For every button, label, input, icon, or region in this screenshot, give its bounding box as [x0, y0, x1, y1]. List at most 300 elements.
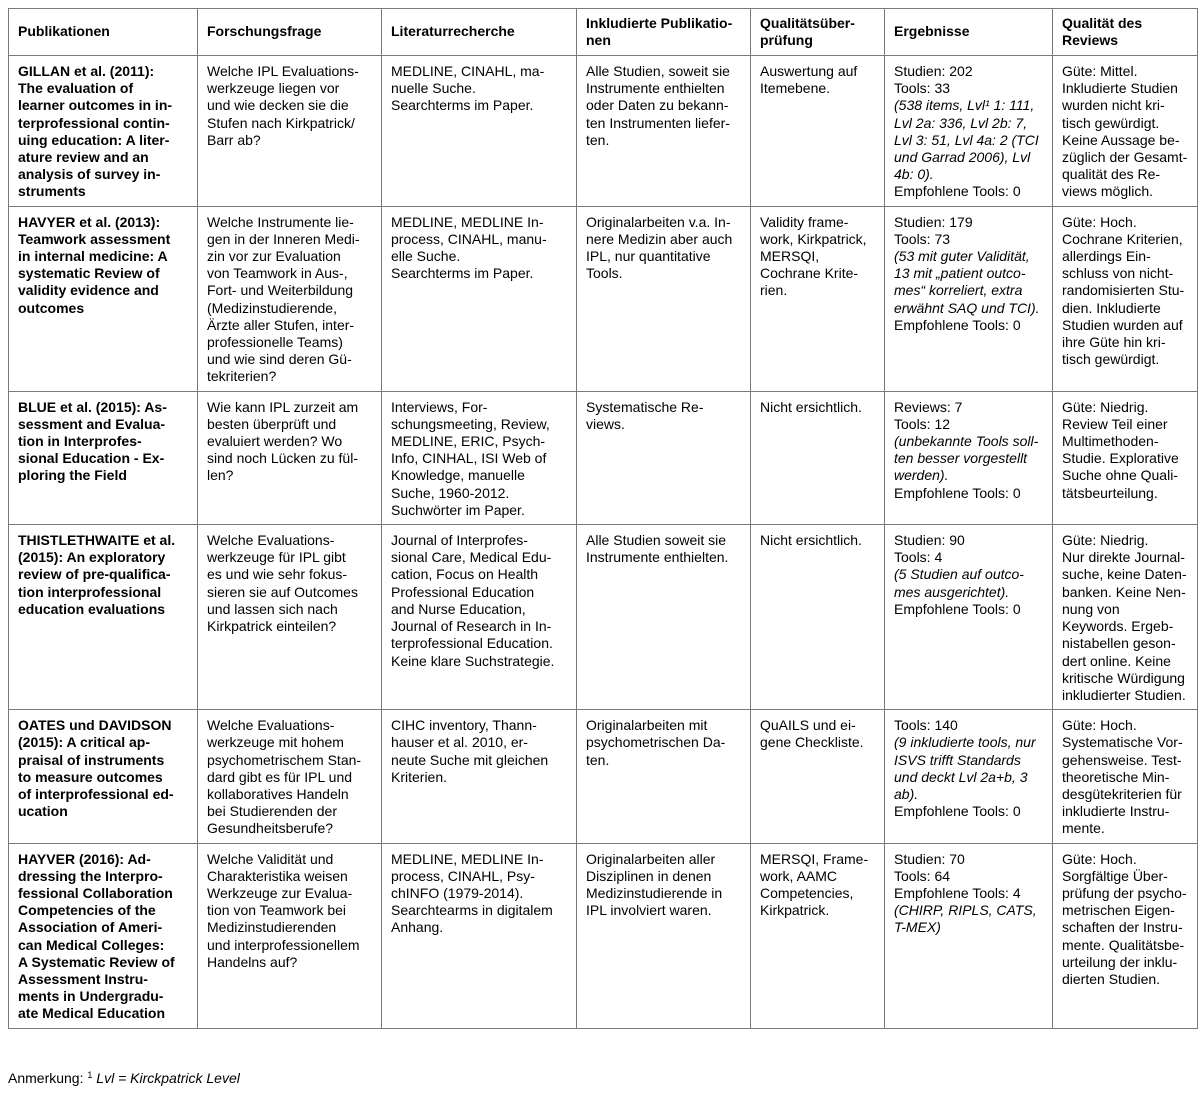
cell-inkludierte-publikationen [577, 206, 751, 391]
cell-literaturrecherche [382, 843, 577, 1028]
cell-text-line: inkludierter Studien. [1062, 686, 1186, 703]
cell-literaturrecherche [382, 391, 577, 524]
cell-qualitaetsueberpruefung [751, 56, 885, 207]
cell-text-line: learner outcomes in in- [18, 97, 173, 114]
cell-text-line: Interviews, For- [391, 398, 488, 415]
cell-text-line: nung von [1062, 600, 1120, 617]
cell-text-line: und wie decken sie die [207, 97, 349, 114]
cell-text-line: mes ausgerichtet). [894, 583, 1010, 600]
cell-text-line: mente. [1062, 820, 1105, 837]
cell-inkludierte-publikationen [577, 56, 751, 207]
cell-text-line: werden). [894, 467, 949, 484]
cell-ergebnisse [885, 710, 1053, 843]
cell-text-line: validity evidence and [18, 282, 159, 299]
cell-text-line: Barr ab? [207, 131, 261, 148]
cell-text-line: mente. Qualitätsbe- [1062, 936, 1185, 953]
cell-text-line: tisch gewürdigt. [1062, 114, 1160, 131]
footnote-marker: 1 [87, 1070, 93, 1080]
cell-qualitaet-des-reviews [1053, 843, 1198, 1028]
cell-text-line: (unbekannte Tools soll- [894, 433, 1039, 450]
header-ergebnisse [885, 9, 1053, 56]
cell-text-line: dressing the Interpro- [18, 867, 163, 884]
cell-text-line: QuAILS und ei- [760, 717, 856, 734]
cell-text-line: ab). [894, 785, 919, 802]
cell-text-line: Tools: 64 [894, 867, 951, 884]
cell-text-line: ucation [18, 803, 68, 820]
header-text-line: Qualität des [1062, 14, 1143, 31]
cell-ergebnisse [885, 843, 1053, 1028]
cell-text-line: elle Suche. [391, 248, 461, 265]
cell-text-line: und wie sind deren Gü- [207, 351, 352, 368]
header-text-line: Publikationen [18, 23, 110, 40]
cell-text-line: Multimethoden- [1062, 433, 1159, 450]
cell-text-line: Güte: Mittel. [1062, 63, 1138, 79]
table-row [9, 710, 1198, 843]
cell-text-line: (Medizinstudierende, [207, 299, 337, 316]
header-literaturrecherche [382, 9, 577, 56]
cell-text-line: Suchwörter im Paper. [391, 501, 525, 518]
table-row [9, 206, 1198, 391]
cell-text-line: Info, CINHAL, ISI Web of [391, 450, 547, 467]
header-text-line: Inkludierte Publikatio- [586, 14, 733, 31]
cell-text-line: und Garrad 2006), Lvl [894, 149, 1031, 166]
cell-text-line: Instrumente enthielten. [586, 549, 729, 566]
cell-qualitaet-des-reviews [1053, 206, 1198, 391]
cell-text-line: Systematische Vor- [1062, 734, 1183, 751]
cell-text-line: Anhang. [391, 919, 444, 936]
cell-text-line: es und wie sehr fokus- [207, 566, 348, 583]
cell-text-line: gehensweise. Test- [1062, 751, 1182, 768]
cell-forschungsfrage [198, 525, 382, 710]
cell-qualitaetsueberpruefung [751, 710, 885, 843]
cell-text-line: Sorgfältige Über- [1062, 867, 1168, 884]
cell-text-line: und interprofessionellem [207, 936, 360, 953]
cell-forschungsfrage [198, 710, 382, 843]
header-publikationen [9, 9, 198, 56]
footnote-label: Anmerkung: [8, 1070, 84, 1086]
cell-text-line: in internal medicine: A [18, 248, 168, 265]
footnote [8, 1070, 240, 1087]
header-text-line: nen [586, 32, 611, 48]
cell-publikation [9, 206, 198, 391]
cell-text-line: 13 mit „patient outco- [894, 265, 1026, 282]
cell-text-line: Suche, 1960-2012. [391, 484, 510, 501]
cell-text-line: ten besser vorgestellt [894, 450, 1028, 467]
cell-text-line: Searchterms im Paper. [391, 97, 534, 114]
cell-text-line: Stufen nach Kirkpatrick/ [207, 114, 355, 131]
cell-qualitaetsueberpruefung [751, 391, 885, 524]
cell-text-line: Keine Aussage be- [1062, 131, 1180, 148]
cell-text-line: (CHIRP, RIPLS, CATS, [894, 902, 1037, 919]
cell-text-line: kritische Würdigung [1062, 669, 1185, 686]
cell-text-line: Competencies, [760, 884, 854, 901]
cell-text-line: Güte: Hoch. [1062, 717, 1137, 734]
cell-text-line: inkludierte Instru- [1062, 803, 1170, 820]
header-text-line: Reviews [1062, 32, 1119, 48]
header-inkludierte-publikationen [577, 9, 751, 56]
table-row [9, 843, 1198, 1028]
cell-literaturrecherche [382, 710, 577, 843]
table-row [9, 56, 1198, 207]
cell-qualitaet-des-reviews [1053, 525, 1198, 710]
cell-text-line: 4b: 0). [894, 166, 934, 183]
header-text-line: Ergebnisse [894, 23, 970, 40]
cell-text-line: tisch gewürdigt. [1062, 351, 1160, 368]
cell-text-line: dard gibt es für IPL und [207, 768, 353, 785]
cell-text-line: Nicht ersichtlich. [760, 532, 862, 549]
cell-text-line: Nicht ersichtlich. [760, 398, 862, 415]
cell-publikation [9, 525, 198, 710]
cell-text-line: professionelle Teams) [207, 334, 343, 351]
cell-text-line: Handelns auf? [207, 953, 298, 970]
cell-text-line: Kriterien. [391, 768, 448, 785]
cell-text-line: Searchterms im Paper. [391, 265, 534, 282]
cell-text-line: qualität des Re- [1062, 166, 1161, 183]
cell-text-line: Reviews: 7 [894, 398, 963, 415]
cell-text-line: Tools. [586, 265, 623, 282]
cell-text-line: züglich der Gesamt- [1062, 149, 1188, 166]
cell-text-line: Tools: 4 [894, 549, 943, 566]
cell-qualitaet-des-reviews [1053, 56, 1198, 207]
cell-text-line: Empfohlene Tools: 0 [894, 803, 1021, 820]
cell-text-line: ihre Güte hin kri- [1062, 334, 1166, 351]
cell-text-line: Tools: 33 [894, 80, 951, 97]
cell-text-line: erwähnt SAQ und TCI). [894, 299, 1040, 316]
cell-text-line: Gesundheitsberufe? [207, 820, 334, 837]
cell-text-line: Tools: 73 [894, 230, 951, 247]
cell-text-line: tion interprofessional [18, 583, 162, 600]
cell-text-line: evaluiert werden? Wo [207, 433, 343, 450]
cell-text-line: fessional Collaboration [18, 884, 173, 901]
cell-text-line: nistabellen geson- [1062, 635, 1176, 652]
cell-text-line: Cochrane Krite- [760, 265, 859, 282]
cell-text-line: Nur direkte Journal- [1062, 549, 1185, 566]
cell-text-line: sieren sie auf Outcomes [207, 583, 358, 600]
cell-text-line: psychometrischen Da- [586, 734, 726, 751]
cell-text-line: hauser et al. 2010, er- [391, 734, 528, 751]
cell-text-line: Disziplinen in denen [586, 867, 712, 884]
cell-text-line: Empfohlene Tools: 0 [894, 316, 1021, 333]
cell-text-line: dert online. Keine [1062, 652, 1171, 669]
cell-text-line: Auswertung auf [760, 63, 858, 79]
cell-text-line: nere Medizin aber auch [586, 230, 733, 247]
cell-text-line: allerdings Ein- [1062, 248, 1151, 265]
cell-text-line: Lvl 2a: 336, Lvl 2b: 7, [894, 114, 1028, 131]
cell-text-line: Studien: 179 [894, 213, 973, 230]
cell-text-line: von Teamwork in Aus-, [207, 265, 348, 282]
cell-text-line: process, CINAHL, manu- [391, 230, 547, 247]
cell-text-line: THISTLETHWAITE et al. [18, 532, 176, 549]
cell-text-line: Alle Studien, soweit sie [586, 63, 730, 79]
cell-text-line: Güte: Hoch. [1062, 850, 1137, 867]
cell-text-line: Medizinstudierende in [586, 884, 723, 901]
cell-text-line: MEDLINE, MEDLINE In- [391, 213, 544, 230]
cell-text-line: Tools: 12 [894, 415, 951, 432]
cell-publikation [9, 843, 198, 1028]
cell-text-line: Kirkpatrick einteilen? [207, 618, 337, 635]
cell-text-line: schluss von nicht- [1062, 265, 1174, 282]
cell-text-line: mes“ korreliert, extra [894, 282, 1023, 299]
cell-text-line: to measure outcomes [18, 768, 163, 785]
cell-text-line: Welche IPL Evaluations- [207, 63, 359, 79]
cell-text-line: MERSQI, Frame- [760, 850, 869, 867]
cell-text-line: bei Studierenden der [207, 803, 337, 820]
table-row [9, 525, 1198, 710]
cell-text-line: review of pre-qualifica- [18, 566, 171, 583]
cell-forschungsfrage [198, 206, 382, 391]
cell-text-line: (538 items, Lvl¹ 1: 111, [894, 97, 1035, 114]
cell-text-line: Welche Validität und [207, 850, 334, 867]
cell-forschungsfrage [198, 391, 382, 524]
header-qualitaetsueberpruefung [751, 9, 885, 56]
cell-text-line: Fort- und Weiterbildung [207, 282, 354, 299]
cell-text-line: OATES und DAVIDSON [18, 717, 172, 734]
cell-qualitaetsueberpruefung [751, 843, 885, 1028]
cell-text-line: ploring the Field [18, 467, 127, 484]
cell-text-line: tätsbeurteilung. [1062, 484, 1158, 501]
footnote-text: Lvl = Kirckpatrick Level [96, 1070, 240, 1086]
cell-text-line: Journal of Research in In- [391, 618, 552, 635]
cell-ergebnisse [885, 525, 1053, 710]
cell-text-line: MEDLINE, MEDLINE In- [391, 850, 544, 867]
cell-literaturrecherche [382, 206, 577, 391]
cell-text-line: prüfung der psycho- [1062, 884, 1187, 901]
cell-text-line: Competencies of the [18, 902, 156, 919]
cell-text-line: Journal of Interprofes- [391, 532, 528, 549]
cell-text-line: Werkzeuge zur Evalua- [207, 884, 353, 901]
header-text-line: Literaturrecherche [391, 23, 515, 40]
cell-inkludierte-publikationen [577, 391, 751, 524]
cell-text-line: Review Teil einer [1062, 415, 1168, 432]
cell-text-line: Keywords. Ergeb- [1062, 618, 1174, 635]
cell-text-line: analysis of survey in- [18, 166, 161, 183]
cell-literaturrecherche [382, 525, 577, 710]
cell-text-line: ISVS trifft Standards [894, 751, 1021, 768]
cell-text-line: Studien wurden auf [1062, 316, 1183, 333]
cell-text-line: desgütekriterien für [1062, 785, 1182, 802]
cell-text-line: HAVYER et al. (2013): [18, 213, 161, 230]
cell-text-line: Originalarbeiten mit [586, 717, 708, 734]
cell-text-line: (2015): An exploratory [18, 549, 166, 566]
cell-text-line: Empfohlene Tools: 0 [894, 484, 1021, 501]
cell-text-line: (53 mit guter Validität, [894, 248, 1030, 265]
cell-ergebnisse [885, 391, 1053, 524]
cell-text-line: The evaluation of [18, 80, 134, 97]
cell-text-line: struments [18, 183, 86, 200]
cell-text-line: ten Instrumenten liefer- [586, 114, 730, 131]
cell-text-line: Association of Ameri- [18, 919, 163, 936]
cell-text-line: oder Daten zu bekann- [586, 97, 729, 114]
cell-text-line: werkzeuge mit hohem [207, 734, 344, 751]
cell-text-line: Güte: Hoch. [1062, 213, 1137, 230]
cell-text-line: work, AAMC [760, 867, 838, 884]
cell-text-line: Studien: 90 [894, 532, 965, 549]
table-body [9, 56, 1198, 1029]
review-table [8, 8, 1198, 1029]
cell-text-line: Empfohlene Tools: 4 [894, 884, 1021, 901]
cell-text-line: schungsmeeting, Review, [391, 415, 550, 432]
cell-text-line: Originalarbeiten aller [586, 850, 716, 867]
cell-text-line: education evaluations [18, 600, 166, 617]
header-text-line: prüfung [760, 32, 813, 48]
cell-text-line: IPL, nur quantitative [586, 248, 711, 265]
cell-text-line: Studien: 70 [894, 850, 965, 867]
cell-text-line: Medizinstudierenden [207, 919, 337, 936]
cell-text-line: MERSQI, [760, 248, 820, 265]
cell-text-line: (9 inkludierte tools, nur [894, 734, 1036, 751]
cell-text-line: uing education: A liter- [18, 131, 170, 148]
cell-text-line: tion von Teamwork bei [207, 902, 347, 919]
cell-text-line: Suche ohne Quali- [1062, 467, 1178, 484]
cell-text-line: Kirkpatrick. [760, 902, 830, 919]
cell-qualitaetsueberpruefung [751, 525, 885, 710]
cell-text-line: werkzeuge für IPL gibt [207, 549, 346, 566]
cell-text-line: ate Medical Education [18, 1005, 166, 1022]
cell-text-line: Empfohlene Tools: 0 [894, 183, 1021, 200]
cell-text-line: work, Kirkpatrick, [760, 230, 867, 247]
cell-qualitaetsueberpruefung [751, 206, 885, 391]
cell-text-line: Tools: 140 [894, 717, 958, 734]
cell-text-line: A Systematic Review of [18, 953, 175, 970]
cell-text-line: Searchtearms in digitalem [391, 902, 553, 919]
cell-text-line: Keine klare Suchstrategie. [391, 652, 555, 669]
cell-text-line: und deckt Lvl 2a+b, 3 [894, 768, 1028, 785]
cell-text-line: sional Care, Medical Edu- [391, 549, 552, 566]
cell-text-line: suche, keine Daten- [1062, 566, 1187, 583]
cell-text-line: dierten Studien. [1062, 970, 1161, 987]
cell-text-line: systematic Review of [18, 265, 160, 282]
cell-text-line: schaften der Instru- [1062, 919, 1183, 936]
cell-text-line: tion in Interprofes- [18, 433, 142, 450]
header-text-line: Qualitätsüber- [760, 14, 855, 31]
cell-text-line: gene Checkliste. [760, 734, 864, 751]
cell-text-line: Wie kann IPL zurzeit am [207, 398, 359, 415]
cell-text-line: sessment and Evalua- [18, 415, 166, 432]
cell-text-line: Validity frame- [760, 213, 849, 230]
cell-text-line: Itemebene. [760, 80, 831, 97]
cell-text-line: Ärzte aller Stufen, inter- [207, 316, 355, 333]
header-row [9, 9, 1198, 56]
cell-text-line: of interprofessional ed- [18, 785, 174, 802]
cell-text-line: praisal of instruments [18, 751, 165, 768]
cell-text-line: Assessment Instru- [18, 970, 148, 987]
cell-text-line: terprofessional contin- [18, 114, 170, 131]
cell-publikation [9, 710, 198, 843]
cell-text-line: banken. Keine Nen- [1062, 583, 1186, 600]
cell-text-line: Studien: 202 [894, 63, 973, 79]
cell-literaturrecherche [382, 56, 577, 207]
cell-text-line: views. [586, 415, 625, 432]
cell-text-line: Güte: Niedrig. [1062, 398, 1149, 415]
cell-text-line: Welche Evaluations- [207, 717, 335, 734]
cell-inkludierte-publikationen [577, 710, 751, 843]
cell-text-line: Instrumente enthielten [586, 80, 725, 97]
cell-text-line: Charakteristika weisen [207, 867, 348, 884]
cell-text-line: chINFO (1979-2014). [391, 884, 524, 901]
cell-text-line: MEDLINE, CINAHL, ma- [391, 63, 545, 79]
cell-text-line: HAYVER (2016): Ad- [18, 850, 151, 867]
cell-text-line: rien. [760, 282, 788, 299]
header-qualitaet-des-reviews [1053, 9, 1198, 56]
cell-text-line: ments in Undergradu- [18, 988, 164, 1005]
cell-text-line: Knowledge, manuelle [391, 467, 525, 484]
cell-text-line: kollaboratives Handeln [207, 785, 349, 802]
cell-text-line: besten überprüft und [207, 415, 337, 432]
cell-text-line: urteilung der inklu- [1062, 953, 1178, 970]
cell-text-line: Cochrane Kriterien, [1062, 230, 1183, 247]
cell-text-line: Alle Studien soweit sie [586, 532, 727, 549]
cell-text-line: wurden nicht kri- [1062, 97, 1165, 114]
cell-text-line: Professional Education [391, 583, 535, 600]
cell-text-line: dien. Inkludierte [1062, 299, 1161, 316]
cell-text-line: ten. [586, 751, 610, 768]
cell-text-line: tekriterien? [207, 368, 277, 385]
cell-publikation [9, 56, 198, 207]
cell-text-line: IPL involviert waren. [586, 902, 712, 919]
cell-text-line: Lvl 3: 51, Lvl 4a: 2 (TCI [894, 131, 1039, 148]
cell-text-line: len? [207, 467, 234, 484]
cell-text-line: psychometrischem Stan- [207, 751, 362, 768]
cell-text-line: (5 Studien auf outco- [894, 566, 1024, 583]
cell-text-line: T-MEX) [894, 919, 941, 936]
cell-text-line: Inkludierte Studien [1062, 80, 1178, 97]
cell-text-line: BLUE et al. (2015): As- [18, 398, 167, 415]
cell-inkludierte-publikationen [577, 525, 751, 710]
cell-text-line: cation, Focus on Health [391, 566, 539, 583]
cell-forschungsfrage [198, 843, 382, 1028]
cell-text-line: nuelle Suche. [391, 80, 476, 97]
cell-text-line: terprofessional Education. [391, 635, 553, 652]
cell-text-line: views möglich. [1062, 183, 1154, 200]
cell-text-line: theoretische Min- [1062, 768, 1170, 785]
cell-text-line: randomisierten Stu- [1062, 282, 1185, 299]
cell-text-line: sind noch Lücken zu fül- [207, 450, 358, 467]
cell-text-line: CIHC inventory, Thann- [391, 717, 537, 734]
table-row [9, 391, 1198, 524]
cell-text-line: and Nurse Education, [391, 600, 526, 617]
cell-ergebnisse [885, 56, 1053, 207]
cell-text-line: und lassen sich nach [207, 600, 338, 617]
cell-text-line: gen in der Inneren Medi- [207, 230, 360, 247]
cell-text-line: process, CINAHL, Psy- [391, 867, 535, 884]
cell-ergebnisse [885, 206, 1053, 391]
header-forschungsfrage [198, 9, 382, 56]
cell-text-line: MEDLINE, ERIC, Psych- [391, 433, 546, 450]
cell-text-line: Studie. Explorative [1062, 450, 1179, 467]
cell-forschungsfrage [198, 56, 382, 207]
header-text-line: Forschungsfrage [207, 23, 322, 40]
cell-text-line: outcomes [18, 299, 85, 316]
cell-text-line: werkzeuge liegen vor [207, 80, 340, 97]
cell-text-line: zin vor zur Evaluation [207, 248, 341, 265]
cell-text-line: can Medical Colleges: [18, 936, 165, 953]
cell-text-line: neute Suche mit gleichen [391, 751, 549, 768]
cell-text-line: sional Education - Ex- [18, 450, 165, 467]
cell-text-line: (2015): A critical ap- [18, 734, 151, 751]
cell-text-line: Welche Evaluations- [207, 532, 335, 549]
cell-text-line: Originalarbeiten v.a. In- [586, 213, 731, 230]
cell-text-line: GILLAN et al. (2011): [18, 63, 155, 79]
cell-text-line: Empfohlene Tools: 0 [894, 600, 1021, 617]
cell-text-line: Welche Instrumente lie- [207, 213, 354, 230]
cell-qualitaet-des-reviews [1053, 710, 1198, 843]
cell-publikation [9, 391, 198, 524]
cell-text-line: Güte: Niedrig. [1062, 532, 1149, 549]
cell-qualitaet-des-reviews [1053, 391, 1198, 524]
cell-text-line: metrischen Eigen- [1062, 902, 1175, 919]
cell-text-line: Systematische Re- [586, 398, 704, 415]
cell-text-line: ature review and an [18, 149, 149, 166]
